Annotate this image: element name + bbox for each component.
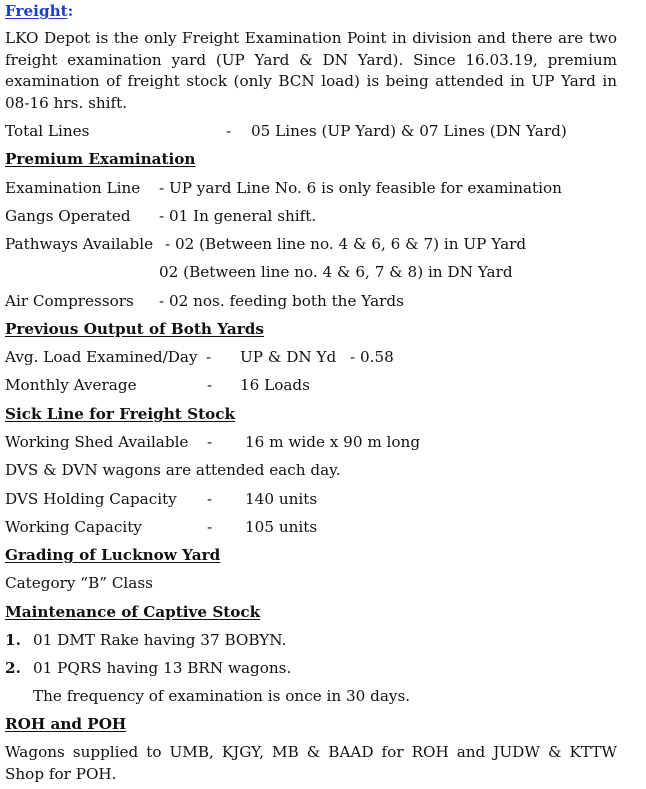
pathways-label: Pathways Available: [5, 235, 154, 253]
grading-heading: Grading of Lucknow Yard: [5, 546, 221, 564]
working-label: Working Capacity: [5, 518, 142, 536]
compressors-label: Air Compressors: [5, 292, 134, 310]
maintenance-heading: Maintenance of Captive Stock: [5, 603, 261, 621]
shed-value: 16 m wide x 90 m long: [245, 433, 421, 451]
roh-heading: ROH and POH: [5, 715, 127, 733]
compressors-value: - 02 nos. feeding both the Yards: [159, 292, 404, 310]
avg-load-label: Avg. Load Examined/Day: [5, 348, 198, 366]
freight-heading-line: [5, 1, 73, 21]
freight-heading-colon: :: [67, 2, 74, 20]
monthly-value: 16 Loads: [240, 376, 310, 394]
shed-label: Working Shed Available: [5, 433, 189, 451]
maintenance-item-1-text: 01 DMT Rake having 37 BOBYN.: [33, 631, 287, 649]
pathways-value-2: 02 (Between line no. 4 & 6, 7 & 8) in DN Yard: [159, 263, 513, 281]
examination-line-value: - UP yard Line No. 6 is only feasible for examination: [159, 179, 562, 197]
maintenance-item-2-number: 2.: [5, 659, 21, 677]
total-lines-dash: -: [226, 122, 232, 140]
grading-category: Category “B” Class: [5, 574, 153, 592]
premium-heading: Premium Examination: [5, 150, 196, 168]
maintenance-item-2-text: 01 PQRS having 13 BRN wagons.: [33, 659, 292, 677]
monthly-label: Monthly Average: [5, 376, 137, 394]
total-lines-value: 05 Lines (UP Yard) & 07 Lines (DN Yard): [251, 122, 567, 140]
working-dash: -: [207, 518, 213, 536]
pathways-value: - 02 (Between line no. 4 & 6, 6 & 7) in UP Yard: [165, 235, 527, 253]
shed-dash: -: [207, 433, 213, 451]
roh-text: Wagons supplied to UMB, KJGY, MB & BAAD for ROH and JUDW & KTTW Shop for POH.: [5, 743, 617, 783]
maintenance-item-1-number: 1.: [5, 631, 21, 649]
working-value: 105 units: [245, 518, 318, 536]
avg-load-dash: -: [206, 348, 212, 366]
examination-line-label: Examination Line: [5, 179, 141, 197]
holding-label: DVS Holding Capacity: [5, 490, 177, 508]
monthly-dash: -: [207, 376, 213, 394]
holding-value: 140 units: [245, 490, 318, 508]
maintenance-frequency: The frequency of examination is once in 30 days.: [33, 687, 411, 705]
output-heading: Previous Output of Both Yards: [5, 320, 264, 338]
total-lines-label: Total Lines: [5, 122, 90, 140]
avg-load-value: UP & DN Yd: [240, 348, 337, 366]
freight-heading: Freight: [5, 2, 68, 20]
avg-load-value-2: - 0.58: [350, 348, 394, 366]
sick-heading: Sick Line for Freight Stock: [5, 405, 235, 423]
sick-note: DVS & DVN wagons are attended each day.: [5, 461, 341, 479]
gangs-label: Gangs Operated: [5, 207, 131, 225]
holding-dash: -: [207, 490, 213, 508]
freight-intro: LKO Depot is the only Freight Examination Point in division and there are two freight examination yard (UP Yard & DN Yard). Since 16.03.19, premium examination of freight stock (only BCN load) is being attended in UP Yard in 08-16 hrs. shift.: [5, 29, 617, 112]
gangs-value: - 01 In general shift.: [159, 207, 317, 225]
